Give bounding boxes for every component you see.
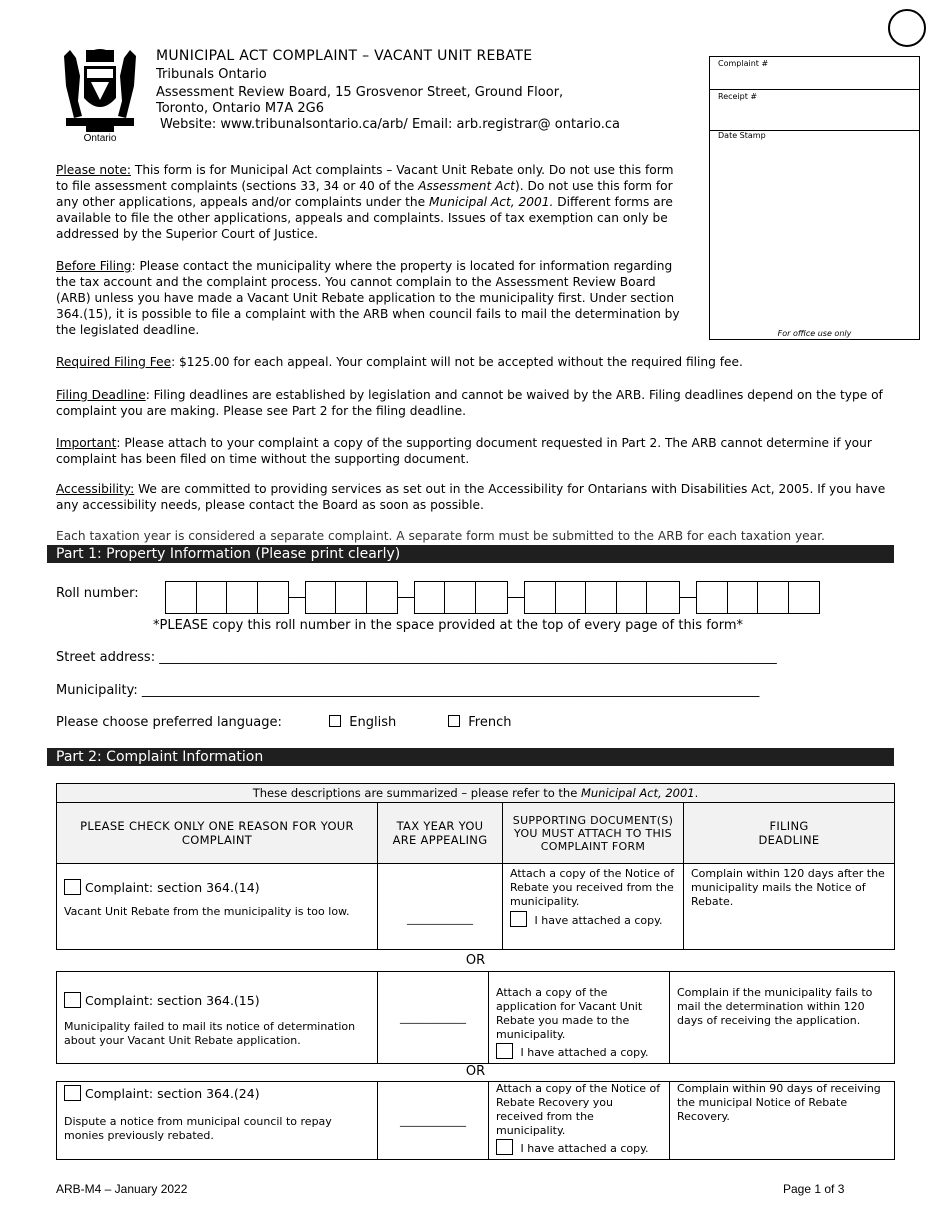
row-document: Attach a copy of the application for Vacant Unit Rebate you made to the municipality.: [496, 986, 643, 1041]
attached-checkbox-row[interactable]: I have attached a copy.: [496, 1043, 662, 1060]
attached-checkbox-row[interactable]: I have attached a copy.: [496, 1139, 662, 1156]
tax-year-input[interactable]: ____________: [378, 1082, 489, 1160]
complaint-number-field: Complaint #: [710, 57, 919, 90]
date-stamp-field: Date Stamp: [718, 131, 766, 140]
form-id: ARB-M4 – January 2022: [56, 1182, 188, 1196]
complaint-table-row-2: [56, 971, 895, 1064]
address-line-1: Assessment Review Board, 15 Grosvenor Street, Ground Floor,: [156, 85, 564, 100]
language-option-french[interactable]: French: [448, 715, 511, 730]
before-filing-paragraph: Before Filing: Please contact the municipality where the property is located for information regarding the tax account and the complaint process. You cannot complain to the Assessment Review Board (ARB) unless you have made a Vacant Unit Rebate application to the municipality first. Under section 364.(15), it is possible to file a complaint with the ARB when council fails to mail the determination by the legislated deadline.: [56, 259, 680, 337]
table-row: [57, 1082, 895, 1160]
corner-circle-mark: [888, 9, 926, 47]
or-divider: OR: [465, 953, 486, 968]
roll-number-group-5[interactable]: [696, 581, 820, 614]
roll-number-group-3[interactable]: [414, 581, 508, 614]
logo-label: Ontario: [83, 133, 117, 144]
table-row: [57, 972, 895, 1064]
roll-number-note: *PLEASE copy this roll number in the space provided at the top of every page of this form*: [152, 618, 744, 633]
part1-header: Part 1: Property Information (Please print clearly): [47, 545, 894, 563]
complaint-364-14-checkbox[interactable]: [64, 879, 81, 895]
complaint-364-15-checkbox[interactable]: [64, 992, 81, 1008]
filing-deadline-paragraph: Filing Deadline: Filing deadlines are established by legislation and cannot be waived by the ARB. Filing deadlines depend on the type of complaint you are making. Please see Part 2 for the filing deadline.: [56, 388, 883, 418]
part2-header: Part 2: Complaint Information: [47, 748, 894, 766]
address-line-2: Toronto, Ontario M7A 2G6: [156, 101, 324, 116]
header-reason: PLEASE CHECK ONLY ONE REASON FOR YOUR COMPLAINT: [57, 803, 378, 864]
attached-checkbox[interactable]: [496, 1043, 513, 1059]
receipt-number-field: Receipt #: [710, 90, 919, 131]
row-deadline: Complain if the municipality fails to mail the determination within 120 days of receiving the application.: [670, 972, 895, 1064]
ontario-coat-of-arms-logo: [56, 46, 144, 146]
language-label: Please choose preferred language:: [56, 715, 282, 730]
row-deadline: Complain within 120 days after the municipality mails the Notice of Rebate.: [684, 864, 895, 950]
complaint-table-row-3: [56, 1081, 895, 1160]
roll-separator: [680, 597, 696, 598]
complaint-364-14-option[interactable]: Complaint: section 364.(14): [64, 879, 370, 895]
table-row: [57, 864, 895, 950]
contact-line: Website: www.tribunalsontario.ca/arb/ Email: arb.registrar@ ontario.ca: [160, 117, 620, 132]
attached-checkbox[interactable]: [510, 911, 527, 927]
complaint-table: [56, 783, 895, 950]
row-description: Dispute a notice from municipal council to repay monies previously rebated.: [64, 1115, 332, 1142]
header-documents: SUPPORTING DOCUMENT(S) YOU MUST ATTACH TO THIS COMPLAINT FORM: [503, 803, 684, 864]
important-paragraph: Important: Please attach to your complaint a copy of the supporting document requested in Part 2. The ARB cannot determine if your complaint has been filed on time without the supporting document.: [56, 436, 872, 466]
roll-number-group-1[interactable]: [165, 581, 289, 614]
roll-number-label: Roll number:: [56, 586, 139, 601]
form-title: MUNICIPAL ACT COMPLAINT – VACANT UNIT REBATE: [156, 48, 533, 64]
row-description: Vacant Unit Rebate from the municipality is too low.: [64, 905, 350, 918]
english-checkbox[interactable]: [329, 715, 341, 727]
language-option-english[interactable]: English: [329, 715, 396, 730]
office-use-box: [709, 56, 920, 340]
page-number: Page 1 of 3: [783, 1182, 845, 1196]
row-deadline: Complain within 90 days of receiving the municipal Notice of Rebate Recovery.: [670, 1082, 895, 1160]
complaint-364-24-checkbox[interactable]: [64, 1085, 81, 1101]
accessibility-paragraph: Accessibility: We are committed to providing services as set out in the Accessibility for Ontarians with Disabilities Act, 2005. If you have any accessibility needs, please contact the Board as soon as possible.: [56, 482, 886, 512]
table-summary: These descriptions are summarized – please refer to the Municipal Act, 2001.: [57, 784, 895, 803]
filing-fee-paragraph: Required Filing Fee: $125.00 for each appeal. Your complaint will not be accepted without the required filing fee.: [56, 355, 743, 369]
header-deadline: FILING DEADLINE: [684, 803, 895, 864]
or-divider: OR: [465, 1064, 486, 1079]
attached-checkbox[interactable]: [496, 1139, 513, 1155]
row-description: Municipality failed to mail its notice of determination about your Vacant Unit Rebate application.: [64, 1020, 356, 1047]
roll-separator: [398, 597, 414, 598]
complaint-364-15-option[interactable]: Complaint: section 364.(15): [64, 992, 370, 1008]
roll-separator: [508, 597, 524, 598]
tax-year-input[interactable]: ____________: [378, 864, 503, 950]
attached-checkbox-row[interactable]: I have attached a copy.: [510, 911, 676, 928]
please-note-paragraph: Please note: This form is for Municipal Act complaints – Vacant Unit Rebate only. Do not use this form to file assessment complaints (sections 33, 34 or 40 of the Assessment Act). Do not use this form for any other applications, appeals and/or complaints under the Municipal Act, 2001. Different forms are available to file the other applications, appeals and complaints. Issues of tax exemption can only be addressed by the Superior Court of Justice.: [56, 163, 674, 241]
org-name: Tribunals Ontario: [156, 67, 267, 82]
header-tax-year: TAX YEAR YOU ARE APPEALING: [378, 803, 503, 864]
tax-year-input[interactable]: ____________: [378, 972, 489, 1064]
street-address-field[interactable]: Street address: _______________________________________________________________________________________________: [56, 650, 777, 665]
row-document: Attach a copy of the Notice of Rebate you received from the municipality.: [510, 867, 675, 908]
row-document: Attach a copy of the Notice of Rebate Recovery you received from the municipality.: [496, 1082, 661, 1137]
roll-separator: [289, 597, 305, 598]
municipality-field[interactable]: Municipality: _______________________________________________________________________________________________: [56, 683, 760, 698]
complaint-364-24-option[interactable]: Complaint: section 364.(24): [64, 1085, 370, 1101]
french-checkbox[interactable]: [448, 715, 460, 727]
office-use-footer: For office use only: [777, 329, 852, 338]
roll-number-group-2[interactable]: [305, 581, 398, 614]
roll-number-group-4[interactable]: [524, 581, 680, 614]
separate-complaint-note: Each taxation year is considered a separate complaint. A separate form must be submitted to the ARB for each taxation year.: [56, 529, 825, 543]
